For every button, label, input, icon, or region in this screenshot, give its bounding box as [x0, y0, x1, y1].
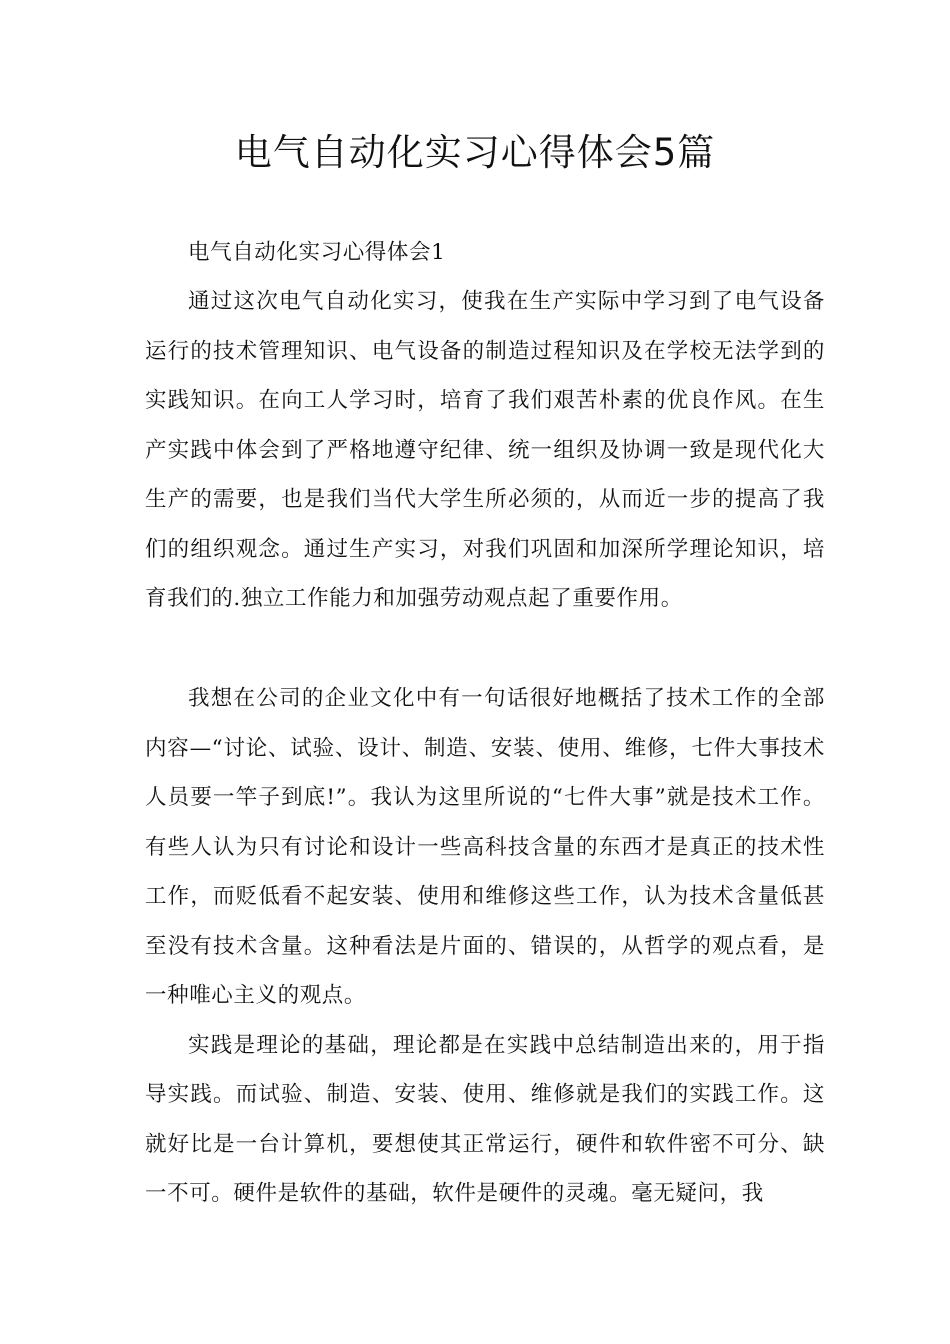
section-heading-block	[145, 228, 825, 278]
paragraph-block-2	[145, 674, 825, 1219]
paragraph-block-1	[145, 277, 825, 624]
paragraph-2: 我想在公司的企业文化中有一句话很好地概括了技术工作的全部内容—“讨论、试验、设计、制造、安装、使用、维修，七件大事技术人员要一竿子到底!”。我认为这里所说的“七件大事”就是技术工作。有些人认为只有讨论和设计一些高科技含量的东西才是真正的技术性工作，而贬低看不起安装、使用和维修这些工作，认为技术含量低甚至没有技术含量。这种看法是片面的、错误的，从哲学的观点看，是一种唯心主义的观点。	[145, 686, 825, 1008]
section-heading: 电气自动化实习心得体会1	[188, 240, 446, 265]
paragraph-1: 通过这次电气自动化实习，使我在生产实际中学习到了电气设备运行的技术管理知识、电气设备的制造过程知识及在学校无法学到的实践知识。在向工人学习时，培育了我们艰苦朴素的优良作风。在生产实践中体会到了严格地遵守纪律、统一组织及协调一致是现代化大生产的需要，也是我们当代大学生所必须的，从而近一步的提高了我们的组织观念。通过生产实习，对我们巩固和加深所学理论知识，培育我们的.独立工作能力和加强劳动观点起了重要作用。	[145, 289, 825, 611]
document-title: 电气自动化实习心得体会5篇	[234, 131, 716, 174]
paragraph-3: 实践是理论的基础，理论都是在实践中总结制造出来的，用于指导实践。而试验、制造、安装、使用、维修就是我们的实践工作。这就好比是一台计算机，要想使其正常运行，硬件和软件密不可分、缺一不可。硬件是软件的基础，软件是硬件的灵魂。毫无疑问，我	[145, 1032, 825, 1206]
